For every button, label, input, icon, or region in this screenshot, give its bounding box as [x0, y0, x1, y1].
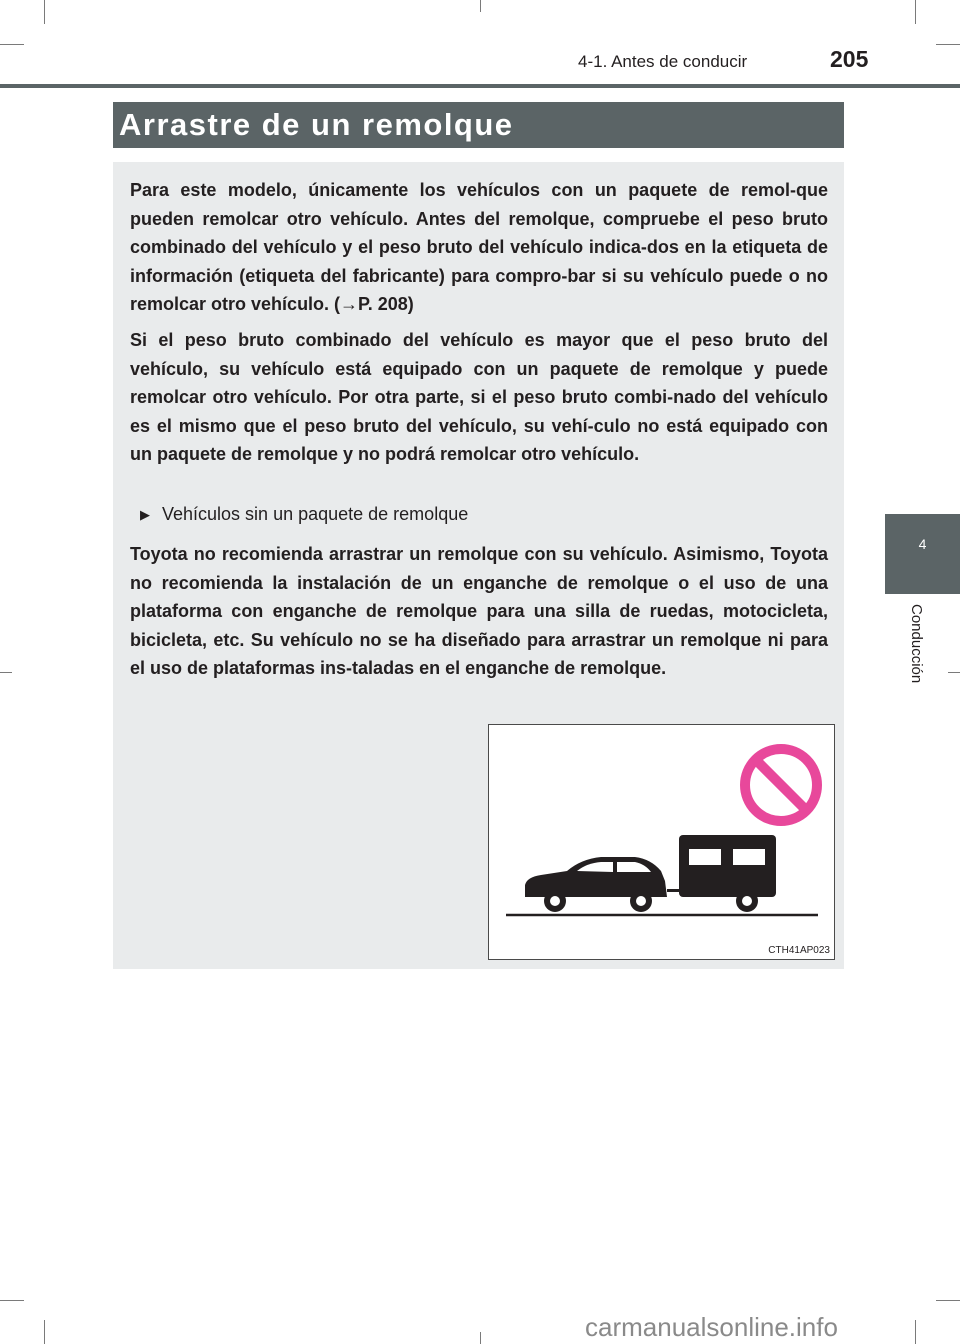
page-number: 205: [830, 46, 869, 72]
crop-mark: [44, 1320, 45, 1344]
crop-mark: [936, 1300, 960, 1301]
crop-mark: [0, 1300, 24, 1301]
trailer-icon: [679, 835, 776, 912]
crop-mark: [915, 1320, 916, 1344]
crop-mark: [480, 1332, 481, 1344]
section-header: 4-1. Antes de conducir: [578, 52, 748, 71]
sub-item-label: Vehículos sin un paquete de remolque: [162, 504, 469, 524]
crop-mark: [936, 44, 960, 45]
chapter-tab: [885, 514, 960, 594]
page-title: Arrastre de un remolque: [113, 102, 844, 148]
chapter-number: 4: [918, 536, 927, 552]
paragraph-recommendation: Toyota no recomienda arrastrar un remolque con su vehículo. Asimismo, Toyota no recomienda la instalación de un enganche de remolque o el uso de una plataforma con enganche de remolque para una silla de ruedas, motocicleta, bicicleta, etc. Su vehículo no se ha diseñado para arrastrar un remolque ni para el uso de plataformas ins-taladas en el enganche de remolque.: [130, 544, 828, 679]
car-icon: [525, 857, 681, 912]
crop-mark: [0, 44, 24, 45]
car-trailer-illustration: [489, 725, 836, 961]
sub-item: [140, 504, 468, 525]
crop-mark: [480, 0, 481, 12]
watermark-footer: carmanualsonline.info: [585, 1312, 838, 1342]
prohibition-icon: [745, 749, 817, 821]
crop-mark: [948, 672, 960, 673]
crop-mark: [915, 0, 916, 24]
triangle-bullet-icon: ▶: [140, 507, 150, 522]
crop-mark: [44, 0, 45, 24]
paragraph-weight: Si el peso bruto combinado del vehículo es mayor que el peso bruto del vehículo, su vehículo está equipado con un paquete de remolque y puede remolcar otro vehículo. Por otra parte, si el peso bruto combi-nado del vehículo es el mismo que el peso bruto del vehículo, su vehí-culo no está equipado con un paquete de remolque y no podrá remolcar otro vehículo.: [130, 330, 828, 465]
chapter-label-text: Conducción: [908, 604, 925, 684]
paragraph-intro: Para este modelo, únicamente los vehículos con un paquete de remol-que pueden remolcar otro vehículo. Antes del remolque, compruebe el peso bruto combinado del vehículo y el peso bruto del vehículo indica-dos en la etiqueta de información (etiqueta del fabricante) para compro-bar si su vehículo puede o no remolcar otro vehículo. (→P. 208): [130, 180, 828, 315]
no-towing-figure: [488, 724, 835, 960]
header-rule: [0, 84, 960, 88]
figure-code: CTH41AP023: [768, 945, 830, 956]
crop-mark: [0, 672, 12, 673]
